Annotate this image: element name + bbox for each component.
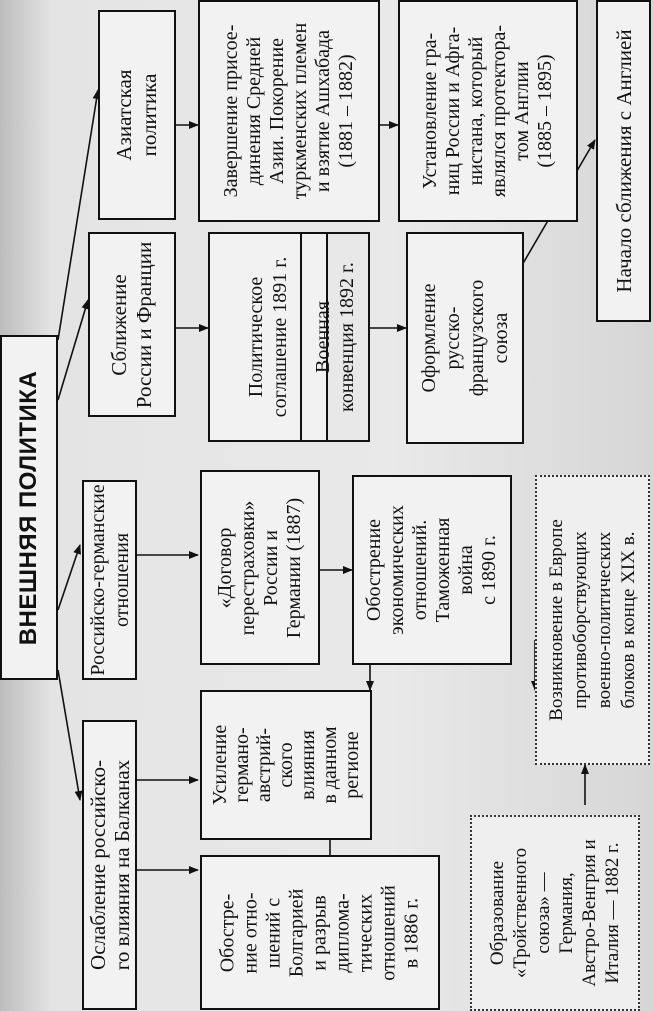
box-bulgaria [200,855,440,1010]
box-central-asia-text: Завершение присое- динения Средней Азии. Покорение туркменских племен и взятие Ашхабада (1881 – 1882) [220,22,357,200]
heading-russo-german-text: Российско-германские отношения [86,484,133,676]
box-afghanistan [398,0,578,222]
box-military-convention [300,232,370,442]
box-military-convention-text: Военная конвенция 1892 г. [312,262,358,412]
heading-asia-text: Азиатская политика [112,69,161,161]
heading-russo-german [82,480,137,680]
box-german-austrian-influence-text: Усиление германо- австрий- ского влияния в данном регионе [209,724,363,806]
heading-russia-france-text: Сближение России и Франции [107,241,156,408]
box-afghanistan-text: Установление гра- ниц России и Афга- нистана, который являлся протектора- том Англии (1885 – 1895) [419,24,556,198]
box-tariff-war [352,475,512,665]
box-political-agreement-text: Политическое соглашение 1891 г. [245,256,291,418]
box-german-austrian-influence [200,690,372,840]
heading-asia [98,10,176,220]
heading-russia-france [88,232,176,417]
heading-balkans-text: Ослабление российско- го влияния на Балканах [85,759,134,971]
note-triple-alliance-text: Образование «Тройственного союза» — Германия, Австро-Венгрия и Италия — 1882 г. [487,839,623,987]
note-triple-alliance [470,815,640,1011]
box-franco-russian-alliance [406,232,524,444]
note-england-text: Начало сближения с Англией [611,29,636,293]
box-reinsurance-treaty [200,470,320,665]
note-england [596,0,651,322]
box-central-asia [198,0,380,222]
title-box [0,335,58,680]
heading-balkans [82,720,137,1010]
note-blocs [535,475,650,765]
note-blocs-text: Возникновение в Европе противоборствующих военно-политических блоков в конце XIX в. [545,519,639,721]
box-reinsurance-treaty-text: «Договор перестраховки» России и Германии (1887) [214,497,305,638]
box-tariff-war-text: Обострение экономических отношений. Таможенная война с 1890 г. [363,505,500,635]
box-franco-russian-alliance-text: Оформление русско- французского союза [418,279,512,397]
diagram-title: ВНЕШНЯЯ ПОЛИТИКА [15,370,42,645]
box-bulgaria-text: Обостре- ние отно- шений с Болгарией и разрыв диплома- тических отношений в 1886 г. [216,884,423,981]
